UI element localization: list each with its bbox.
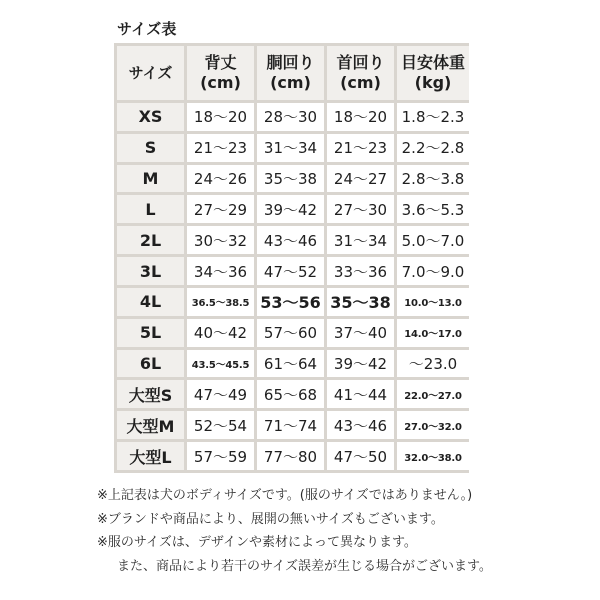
body-girth-cell: 53〜56 (257, 288, 324, 316)
size-cell: 6L (117, 350, 184, 378)
size-cell: 2L (117, 226, 184, 254)
neck-girth-cell: 43〜46 (327, 411, 394, 439)
body-girth-cell: 65〜68 (257, 380, 324, 408)
header-size-label: サイズ (128, 63, 173, 82)
body-girth-cell: 35〜38 (257, 165, 324, 193)
size-chart-table-container (114, 43, 469, 473)
table-row (117, 411, 469, 439)
size-cell: XS (117, 103, 184, 131)
size-cell: L (117, 195, 184, 223)
size-cell: 4L (117, 288, 184, 316)
header-back-length-unit: (cm) (200, 73, 241, 92)
weight-cell: 5.0〜7.0 (397, 226, 469, 254)
body-girth-cell: 43〜46 (257, 226, 324, 254)
size-cell: M (117, 165, 184, 193)
size-cell: S (117, 134, 184, 162)
table-row (117, 380, 469, 408)
back-length-cell: 43.5〜45.5 (187, 350, 254, 378)
body-girth-cell: 28〜30 (257, 103, 324, 131)
size-cell: 大型S (117, 380, 184, 408)
neck-girth-cell: 24〜27 (327, 165, 394, 193)
note-size-tolerance: また、商品により若干のサイズ誤差が生じる場合がございます。 (117, 558, 492, 574)
table-row (117, 442, 469, 470)
weight-cell: 27.0〜32.0 (397, 411, 469, 439)
back-length-cell: 47〜49 (187, 380, 254, 408)
neck-girth-cell: 27〜30 (327, 195, 394, 223)
weight-cell: 3.6〜5.3 (397, 195, 469, 223)
neck-girth-cell: 21〜23 (327, 134, 394, 162)
neck-girth-cell: 18〜20 (327, 103, 394, 131)
header-body-girth-label: 胴回り (266, 53, 315, 72)
neck-girth-cell: 33〜36 (327, 257, 394, 285)
header-back-length-label: 背丈 (204, 53, 237, 72)
header-neck-girth-unit: (cm) (340, 73, 381, 92)
back-length-cell: 27〜29 (187, 195, 254, 223)
weight-cell: 10.0〜13.0 (397, 288, 469, 316)
weight-cell: 32.0〜38.0 (397, 442, 469, 470)
back-length-cell: 24〜26 (187, 165, 254, 193)
header-body-girth-unit: (cm) (270, 73, 311, 92)
header-weight-unit: (kg) (414, 73, 452, 92)
weight-cell: 14.0〜17.0 (397, 319, 469, 347)
header-neck-girth-label: 首回り (336, 53, 385, 72)
neck-girth-cell: 37〜40 (327, 319, 394, 347)
back-length-cell: 18〜20 (187, 103, 254, 131)
header-weight-label: 目安体重 (400, 53, 465, 72)
back-length-cell: 52〜54 (187, 411, 254, 439)
header-size (117, 46, 184, 100)
body-girth-cell: 77〜80 (257, 442, 324, 470)
notes-section (97, 484, 557, 578)
table-row (117, 195, 469, 223)
weight-cell: 〜23.0 (397, 350, 469, 378)
table-row (117, 350, 469, 378)
neck-girth-cell: 41〜44 (327, 380, 394, 408)
table-row (117, 103, 469, 131)
weight-cell: 7.0〜9.0 (397, 257, 469, 285)
table-row (117, 288, 469, 316)
table-row (117, 165, 469, 193)
body-girth-cell: 31〜34 (257, 134, 324, 162)
body-girth-cell: 39〜42 (257, 195, 324, 223)
back-length-cell: 34〜36 (187, 257, 254, 285)
table-row (117, 134, 469, 162)
note-body-size: ※上記表は犬のボディサイズです。(服のサイズではありません。) (97, 488, 473, 503)
note-design-material: ※服のサイズは、デザインや素材によって異なります。 (97, 535, 417, 550)
size-cell: 大型L (117, 442, 184, 470)
table-row (117, 257, 469, 285)
back-length-cell: 30〜32 (187, 226, 254, 254)
weight-cell: 2.2〜2.8 (397, 134, 469, 162)
neck-girth-cell: 47〜50 (327, 442, 394, 470)
table-row (117, 319, 469, 347)
neck-girth-cell: 39〜42 (327, 350, 394, 378)
header-weight (397, 46, 469, 100)
body-girth-cell: 61〜64 (257, 350, 324, 378)
neck-girth-cell: 31〜34 (327, 226, 394, 254)
size-chart-table (114, 43, 472, 473)
weight-cell: 2.8〜3.8 (397, 165, 469, 193)
body-girth-cell: 71〜74 (257, 411, 324, 439)
back-length-cell: 36.5〜38.5 (187, 288, 254, 316)
weight-cell: 1.8〜2.3 (397, 103, 469, 131)
body-girth-cell: 47〜52 (257, 257, 324, 285)
body-girth-cell: 57〜60 (257, 319, 324, 347)
neck-girth-cell: 35〜38 (327, 288, 394, 316)
back-length-cell: 40〜42 (187, 319, 254, 347)
back-length-cell: 57〜59 (187, 442, 254, 470)
weight-cell: 22.0〜27.0 (397, 380, 469, 408)
table-header-row (117, 46, 469, 100)
header-neck-girth (327, 46, 394, 100)
table-row (117, 226, 469, 254)
note-brand-availability: ※ブランドや商品により、展開の無いサイズもございます。 (97, 511, 444, 527)
header-back-length (187, 46, 254, 100)
header-body-girth (257, 46, 324, 100)
size-cell: 大型M (117, 411, 184, 439)
size-cell: 5L (117, 319, 184, 347)
size-chart-title: サイズ表 (117, 20, 177, 38)
back-length-cell: 21〜23 (187, 134, 254, 162)
size-cell: 3L (117, 257, 184, 285)
